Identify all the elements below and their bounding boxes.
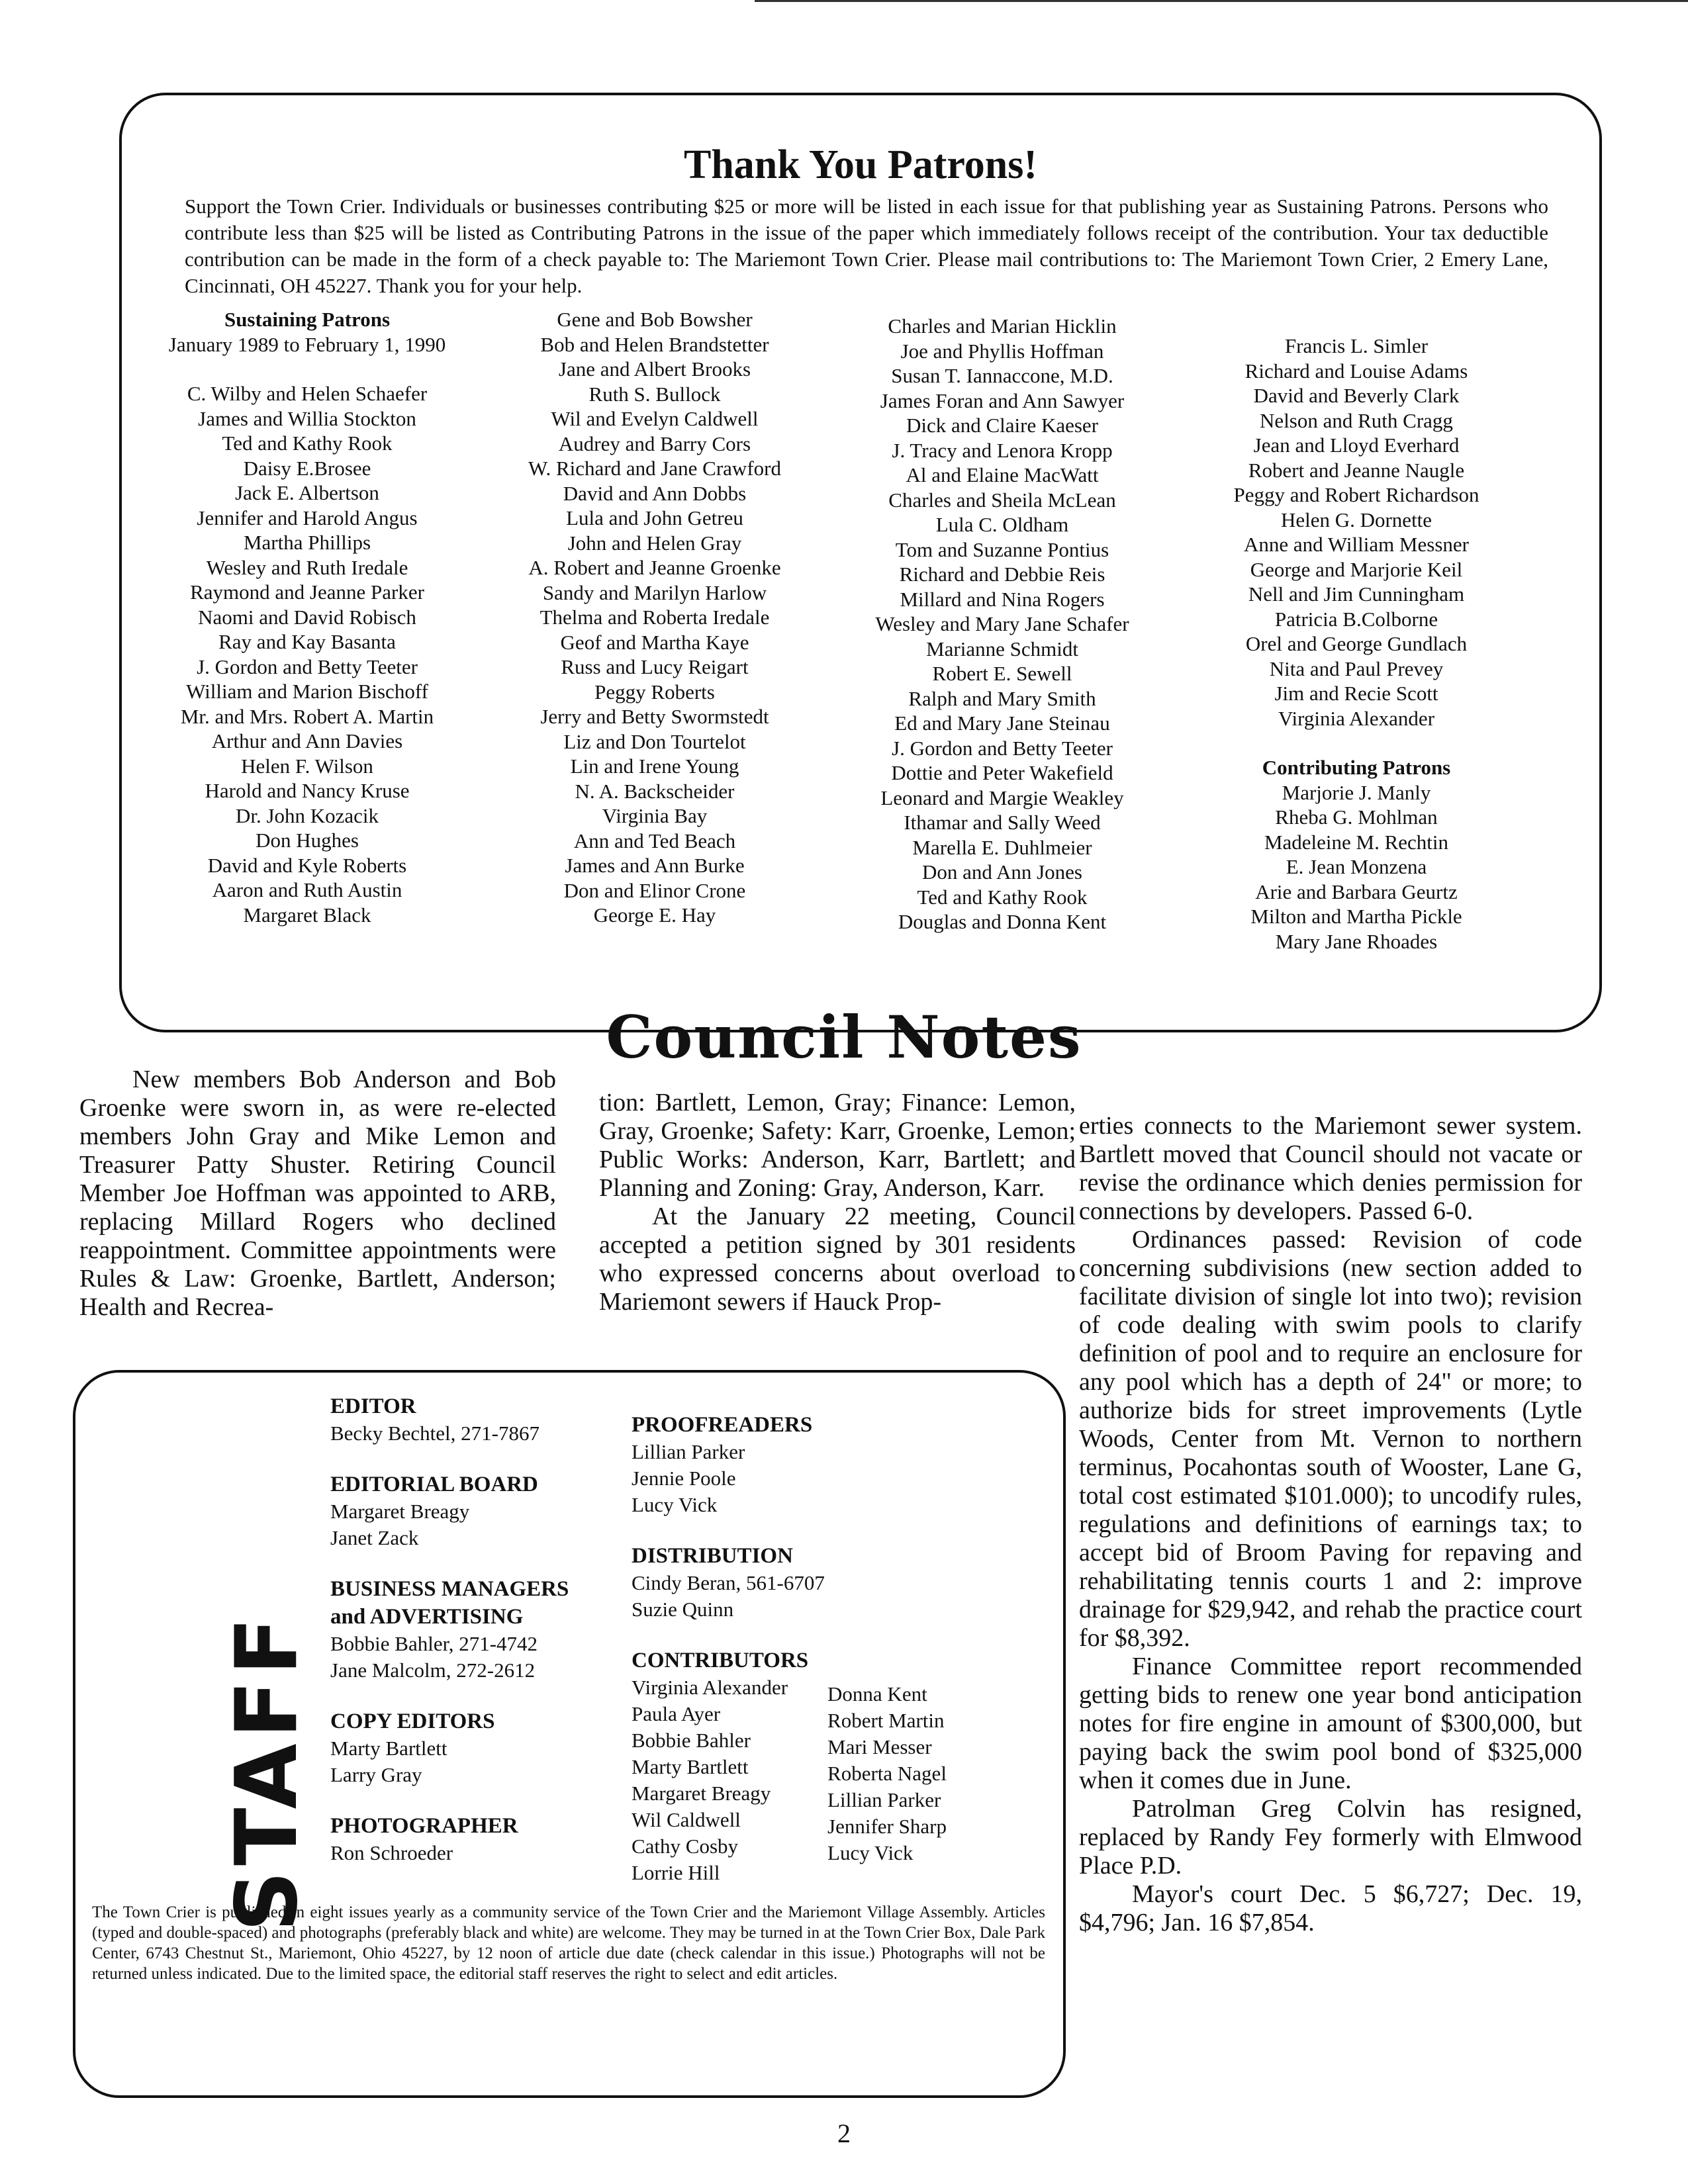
patron-name: Jane and Albert Brooks: [558, 357, 751, 381]
patron-name: Helen G. Dornette: [1280, 508, 1432, 531]
patron-name: Francis L. Simler: [1284, 334, 1429, 357]
patron-column-1: [135, 307, 479, 927]
patron-name: Ted and Kathy Rook: [222, 432, 393, 455]
patron-name: James Foran and Ann Sawyer: [880, 388, 1125, 412]
staff-role-board: EDITORIAL BOARD: [330, 1473, 538, 1496]
patron-name: Bob and Helen Brandstetter: [540, 332, 769, 356]
patron-name: Nita and Paul Prevey: [1269, 657, 1444, 680]
council-column-3: [1079, 1112, 1582, 1937]
staff-footer-note: The Town Crier is published in eight issues yearly as a community service of the Town Crier and the Mariemont Village Assembly. Articles (typed and double-spaced) and photographs (preferably black and white) are welcome. They may be turned in at the Town Crier Box, Dale Park Center, 6743 Chestnut St., Mariemont, Ohio 45227, by 12 noon of article due date (check calendar in this issue.) Photographs will not be returned unless indicated. Due to the limited space, the editorial staff reserves the right to select and edit articles.: [92, 1903, 1045, 1983]
patron-name: Sandy and Marilyn Harlow: [542, 580, 767, 604]
contributor-name: Cathy Cosby: [632, 1835, 739, 1858]
patron-name: Ruth S. Bullock: [588, 382, 721, 406]
patron-name: Margaret Black: [243, 903, 371, 927]
staff-role-photographer: PHOTOGRAPHER: [330, 1814, 518, 1838]
patron-name: Virginia Alexander: [1278, 706, 1435, 730]
patron-name: Don Hughes: [256, 829, 359, 852]
patron-name: Don and Ann Jones: [922, 860, 1082, 884]
council-notes-title: Council Notes: [606, 1003, 1082, 1071]
patron-name: Jim and Recie Scott: [1274, 682, 1438, 705]
patron-name: Martha Phillips: [243, 531, 371, 554]
staff-role-distribution: DISTRIBUTION: [632, 1544, 793, 1568]
patron-name: George E. Hay: [593, 903, 716, 927]
patron-name: Thelma and Roberta Iredale: [539, 606, 770, 629]
staff-business-list: [330, 1631, 569, 1684]
staff-name: Jane Malcolm, 272-2612: [330, 1659, 536, 1682]
contributor-name: Robert Martin: [827, 1709, 945, 1732]
patron-name: David and Ann Dobbs: [563, 481, 747, 505]
patron-name: Millard and Nina Rogers: [900, 587, 1105, 611]
patron-list-3: [830, 314, 1174, 934]
sustaining-period: January 1989 to February 1, 1990: [168, 332, 446, 356]
sustaining-heading: Sustaining Patrons: [224, 308, 391, 331]
patron-name: James and Willia Stockton: [198, 406, 416, 430]
council-paragraph: tion: Bartlett, Lemon, Gray; Finance: Lemon, Gray, Groenke; Safety: Karr, Groenke, Lemon; Public Works: Anderson, Karr, Bartlett; and Planning and Zoning: Gray, Anderson, Karr.: [599, 1089, 1076, 1202]
staff-role-copy: COPY EDITORS: [330, 1709, 495, 1733]
patrons-box: [119, 93, 1602, 1032]
staff-role-editor: EDITOR: [330, 1394, 416, 1418]
contributing-patron-name: Madeleine M. Rechtin: [1264, 830, 1449, 854]
patron-name: John and Helen Gray: [567, 531, 742, 555]
staff-name: Bobbie Bahler, 271-4742: [330, 1632, 538, 1655]
patron-name: Robert and Jeanne Naugle: [1248, 458, 1465, 482]
patron-name: Richard and Louise Adams: [1244, 359, 1468, 383]
patron-name: Orel and George Gundlach: [1245, 632, 1468, 655]
patron-name: Patricia B.Colborne: [1274, 607, 1438, 631]
patron-name: Wil and Evelyn Caldwell: [551, 407, 759, 430]
patron-list-4: [1184, 334, 1528, 731]
staff-editor: Becky Bechtel, 271-7867: [330, 1422, 539, 1445]
patron-name: Ray and Kay Basanta: [218, 630, 396, 653]
patron-name: Douglas and Donna Kent: [898, 910, 1107, 933]
patron-name: David and Beverly Clark: [1253, 384, 1460, 407]
patron-name: Ralph and Mary Smith: [908, 686, 1096, 710]
page-number: 2: [837, 2118, 851, 2148]
patron-name: Ann and Ted Beach: [573, 829, 736, 852]
staff-name: Lillian Parker: [632, 1440, 745, 1463]
patron-name: James and Ann Burke: [565, 854, 745, 877]
patron-name: Dick and Claire Kaeser: [906, 414, 1099, 437]
contributing-list: [1184, 780, 1528, 954]
staff-role-contributors: CONTRIBUTORS: [632, 1649, 809, 1672]
contributing-patron-name: Mary Jane Rhoades: [1275, 929, 1438, 953]
staff-contributors-a: [632, 1674, 788, 1886]
patron-name: Lula and John Getreu: [566, 506, 743, 529]
patron-name: Lin and Irene Young: [570, 754, 739, 778]
patron-column-2: [483, 307, 827, 928]
patron-name: Audrey and Barry Cors: [558, 432, 751, 455]
staff-board-list: [330, 1498, 569, 1551]
patron-name: Jack E. Albertson: [235, 481, 379, 504]
contributor-name: Margaret Breagy: [632, 1782, 771, 1805]
patron-name: W. Richard and Jane Crawford: [528, 457, 781, 480]
staff-name: Jennie Poole: [632, 1467, 736, 1490]
patron-name: Ed and Mary Jane Steinau: [894, 711, 1110, 735]
patrons-intro: Support the Town Crier. Individuals or businesses contributing $25 or more will be listed in each issue for that publishing year as Sustaining Patrons. Persons who contribute less than $25 will be listed as Contributing Patrons in the issue of the paper which immediately follows receipt of the contribution. Your tax deductible contribution can be made in the form of a check payable to: The Mariemont Town Crier. Please mail contributions to: The Mariemont Town Crier, 2 Emery Lane, Cincinnati, OH 45227. Thank you for your help.: [185, 195, 1548, 297]
patron-name: Robert E. Sewell: [932, 662, 1072, 685]
patron-name: C. Wilby and Helen Schaefer: [187, 382, 428, 405]
contributing-patron-name: Milton and Martha Pickle: [1250, 905, 1462, 928]
contributing-patron-name: Rheba G. Mohlman: [1275, 805, 1438, 829]
contributor-name: Lillian Parker: [827, 1788, 941, 1811]
patron-name: Arthur and Ann Davies: [211, 729, 403, 752]
staff-name: Cindy Beran, 561-6707: [632, 1571, 825, 1594]
patron-name: David and Kyle Roberts: [207, 853, 407, 877]
patron-name: N. A. Backscheider: [575, 779, 735, 803]
patron-name: Richard and Debbie Reis: [899, 563, 1105, 586]
staff-name: Larry Gray: [330, 1763, 422, 1786]
council-column-1: [79, 1066, 556, 1322]
patron-name: Peggy Roberts: [594, 680, 715, 704]
council-paragraph: Finance Committee report recommended getting bids to renew one year bond anticipation notes for fire engine in amount of $300,000, but paying back the swim pool bond of $325,000 when it comes due in June.: [1079, 1653, 1582, 1794]
staff-vertical-title: STAFF: [218, 1612, 316, 1932]
contributor-name: Donna Kent: [827, 1682, 927, 1706]
staff-name: Suzie Quinn: [632, 1598, 734, 1621]
patron-name: Naomi and David Robisch: [198, 605, 416, 629]
patron-name: Anne and William Messner: [1244, 533, 1469, 556]
patron-name: Liz and Don Tourtelot: [563, 729, 746, 753]
council-paragraph: Ordinances passed: Revision of code concerning subdivisions (new section added to facilitate division of single lot into two); revision of code dealing with swim pools to clarify definition of pool and to require an enclosure for any pool which has a depth of 24" or more; to authorize bids for street improvements (Lytle Woods, Center from Mt. Vernon to northern terminus, Pocahontas south of Wooster, Lane G, total cost estimated $101.000); to uncodify rules, regulations and definitions of earnings tax; to accept bid of Broom Paving for repaving and rehabilitating tennis courts 1 and 2: improve drainage for $29,942, and rehab the practice court for $8,392.: [1079, 1226, 1582, 1652]
top-rule: [755, 0, 1688, 2]
contributor-name: Lorrie Hill: [632, 1861, 720, 1884]
patron-name: Geof and Martha Kaye: [560, 630, 749, 654]
patron-name: Susan T. Iannaccone, M.D.: [891, 364, 1113, 387]
patron-name: William and Marion Bischoff: [186, 680, 428, 703]
staff-proof-list: [632, 1439, 947, 1518]
patron-name: Harold and Nancy Kruse: [205, 779, 410, 802]
patron-name: Peggy and Robert Richardson: [1233, 483, 1479, 506]
staff-contributors-b: [827, 1674, 947, 1886]
contributor-name: Roberta Nagel: [827, 1762, 947, 1785]
contributing-patron-name: E. Jean Monzena: [1286, 855, 1427, 878]
contributor-name: Paula Ayer: [632, 1702, 721, 1725]
patron-name: Wesley and Ruth Iredale: [206, 555, 408, 579]
contributor-name: Virginia Alexander: [632, 1676, 788, 1699]
patron-name: J. Gordon and Betty Teeter: [197, 655, 418, 678]
staff-name: Lucy Vick: [632, 1493, 718, 1516]
contributing-heading: Contributing Patrons: [1262, 756, 1451, 779]
staff-name: Margaret Breagy: [330, 1500, 470, 1523]
patron-name: Aaron and Ruth Austin: [212, 878, 402, 901]
patron-name: Nelson and Ruth Cragg: [1260, 408, 1453, 432]
patron-name: Marella E. Duhlmeier: [912, 835, 1092, 859]
council-paragraph: Patrolman Greg Colvin has resigned, replaced by Randy Fey formerly with Elmwood Place P.D.: [1079, 1795, 1582, 1880]
contributor-name: Lucy Vick: [827, 1841, 914, 1864]
patron-column-3: [830, 314, 1174, 934]
staff-copy-list: [330, 1735, 569, 1788]
patron-name: Jennifer and Harold Angus: [197, 506, 418, 529]
patron-name: Dottie and Peter Wakefield: [891, 761, 1113, 784]
patron-list-2: [483, 307, 827, 928]
contributor-name: Jennifer Sharp: [827, 1815, 947, 1838]
patron-name: Leonard and Margie Weakley: [880, 786, 1124, 809]
staff-column-middle: [632, 1411, 947, 1886]
patron-name: George and Marjorie Keil: [1250, 557, 1463, 581]
patron-name: Lula C. Oldham: [935, 513, 1069, 536]
contributor-name: Wil Caldwell: [632, 1808, 741, 1831]
patron-name: Nell and Jim Cunningham: [1248, 582, 1465, 606]
patron-name: Al and Elaine MacWatt: [906, 463, 1099, 486]
patron-name: Helen F. Wilson: [241, 754, 373, 778]
council-paragraph: New members Bob Anderson and Bob Groenke were sworn in, as were re-elected members John Gray and Mike Lemon and Treasurer Patty Shuster. Retiring Council Member Joe Hoffman was appointed to ARB, replacing Millard Rogers who declined reappointment. Committee appointments were Rules & Law: Groenke, Bartlett, Anderson; Health and Recrea-: [79, 1066, 556, 1321]
patron-name: A. Robert and Jeanne Groenke: [528, 556, 781, 579]
staff-photographer: Ron Schroeder: [330, 1841, 453, 1864]
patron-name: Jean and Lloyd Everhard: [1253, 433, 1460, 457]
staff-column-left: [330, 1392, 569, 1866]
patron-name: Virginia Bay: [602, 804, 708, 827]
patron-name: Wesley and Mary Jane Schafer: [875, 612, 1129, 635]
staff-role-business: BUSINESS MANAGERS: [330, 1577, 569, 1601]
staff-role-advertising: and ADVERTISING: [330, 1605, 524, 1629]
patron-name: Charles and Sheila McLean: [888, 488, 1116, 512]
staff-name: Marty Bartlett: [330, 1737, 447, 1760]
patron-name: Daisy E.Brosee: [243, 456, 371, 480]
patron-name: Russ and Lucy Reigart: [561, 655, 749, 678]
staff-role-proofreaders: PROOFREADERS: [632, 1413, 813, 1437]
patron-name: Marianne Schmidt: [926, 637, 1078, 660]
contributor-name: Marty Bartlett: [632, 1755, 749, 1778]
contributing-patron-name: Marjorie J. Manly: [1282, 780, 1431, 804]
patron-name: Don and Elinor Crone: [563, 878, 746, 902]
patron-name: Gene and Bob Bowsher: [557, 308, 753, 331]
patron-name: J. Tracy and Lenora Kropp: [892, 438, 1113, 462]
council-paragraph: Mayor's court Dec. 5 $6,727; Dec. 19, $4,796; Jan. 16 $7,854.: [1079, 1880, 1582, 1936]
contributing-patron-name: Arie and Barbara Geurtz: [1255, 880, 1458, 903]
patrons-title: Thank You Patrons!: [683, 142, 1038, 187]
patron-name: Dr. John Kozacik: [235, 803, 379, 827]
contributor-name: Bobbie Bahler: [632, 1729, 751, 1752]
council-column-2: [599, 1089, 1076, 1316]
patron-name: Ithamar and Sally Weed: [904, 811, 1101, 834]
patron-name: Tom and Suzanne Pontius: [895, 537, 1109, 561]
patron-name: Jerry and Betty Swormstedt: [540, 705, 769, 728]
staff-box: [73, 1370, 1066, 2098]
patron-name: Raymond and Jeanne Parker: [190, 580, 424, 604]
staff-name: Janet Zack: [330, 1526, 419, 1549]
staff-dist-list: [632, 1570, 947, 1623]
patron-column-4: [1184, 334, 1528, 954]
patron-name: J. Gordon and Betty Teeter: [892, 736, 1113, 760]
patron-name: Mr. and Mrs. Robert A. Martin: [180, 704, 434, 728]
patron-name: Charles and Marian Hicklin: [888, 314, 1117, 338]
council-paragraph: erties connects to the Mariemont sewer system. Bartlett moved that Council should not vacate or revise the ordinance which denies permission for connections by developers. Passed 6-0.: [1079, 1112, 1582, 1225]
patron-name: Ted and Kathy Rook: [917, 885, 1088, 909]
contributor-name: Mari Messer: [827, 1735, 932, 1758]
patron-name: Joe and Phyllis Hoffman: [900, 339, 1104, 363]
patron-list-1: [135, 381, 479, 927]
council-paragraph: At the January 22 meeting, Council accepted a petition signed by 301 residents who expressed concerns about overload to Mariemont sewers if Hauck Prop-: [599, 1203, 1076, 1316]
